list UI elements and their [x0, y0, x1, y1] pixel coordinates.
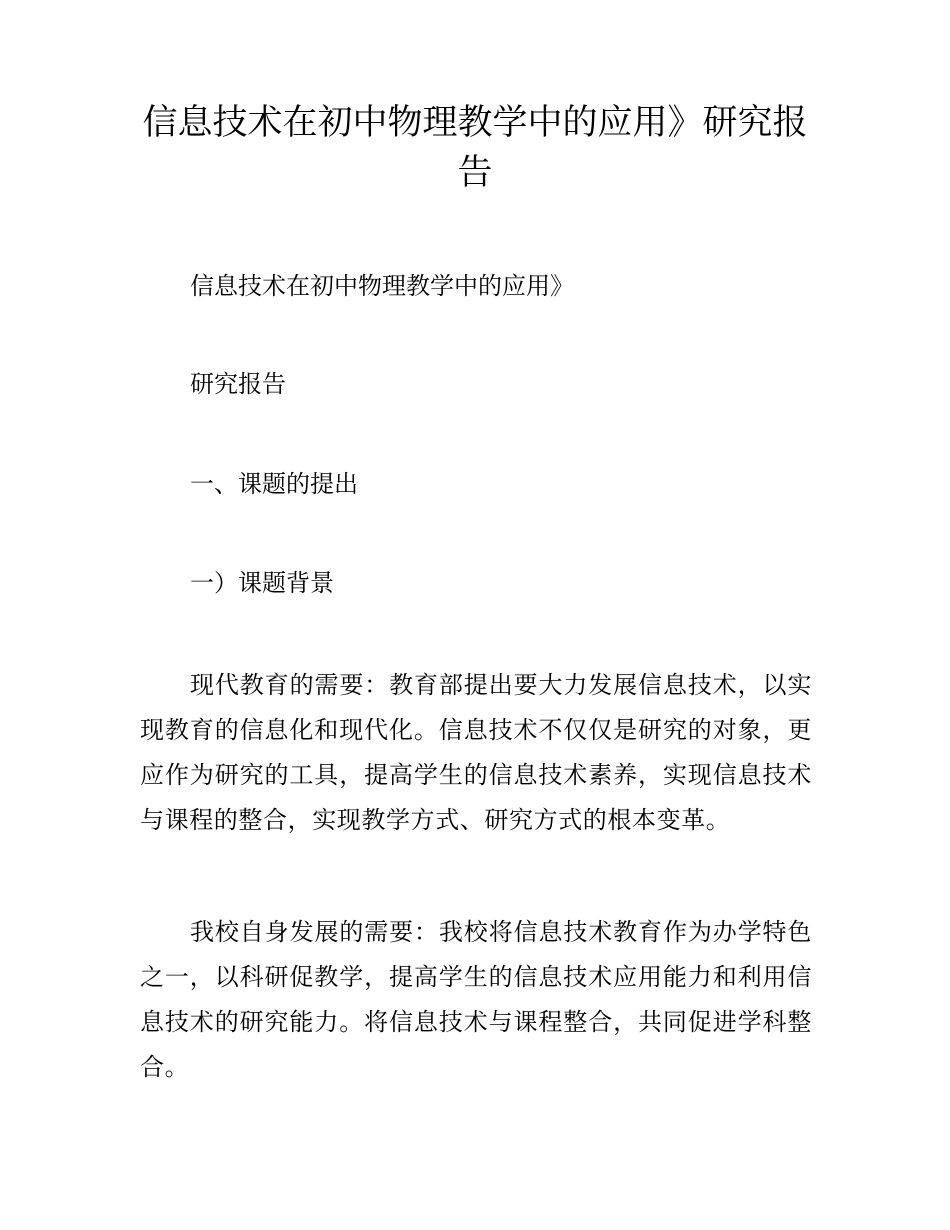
section-heading: 一、课题的提出 [190, 470, 358, 498]
subtitle-line-2: 研究报告 [190, 370, 286, 398]
subsection-heading: 一）课题背景 [190, 569, 334, 597]
paragraph-modern-education: 现代教育的需要：教育部提出要大力发展信息技术，以实现教育的信息化和现代化。信息技术不仅仅是研究的对象，更应作为研究的工具，提高学生的信息技术素养，实现信息技术与课程的整合，实现教学方式、研究方式的根本变革。 [140, 671, 812, 834]
subtitle-line-1: 信息技术在初中物理教学中的应用》 [190, 272, 574, 300]
paragraph-school-development: 我校自身发展的需要：我校将信息技术教育作为办学特色之一，以科研促教学，提高学生的信息技术应用能力和利用信息技术的研究能力。将信息技术与课程整合，共同促进学科整合。 [140, 918, 812, 1081]
document-title: 信息技术在初中物理教学中的应用》研究报告 [142, 103, 808, 193]
